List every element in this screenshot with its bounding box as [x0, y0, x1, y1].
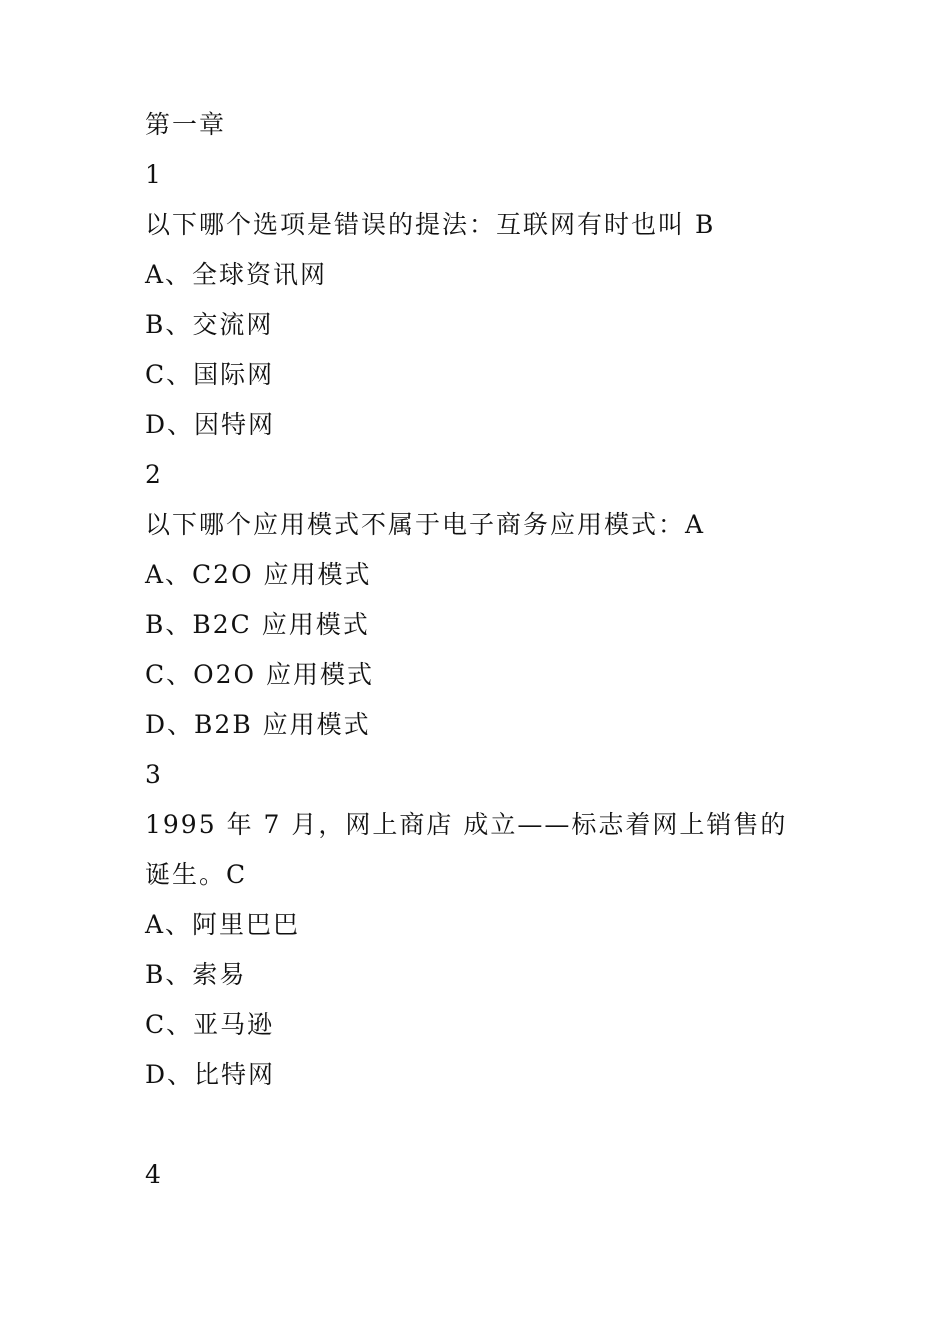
- question-stem: 以下哪个应用模式不属于电子商务应用模式：A: [145, 510, 706, 539]
- question-number: 2: [145, 460, 163, 489]
- question-stem: 以下哪个选项是错误的提法：互联网有时也叫 B: [145, 210, 716, 239]
- option-b: B、交流网: [145, 310, 274, 339]
- option-a: A、阿里巴巴: [145, 910, 301, 939]
- question-number: 1: [145, 160, 163, 189]
- option-d: D、因特网: [145, 410, 276, 439]
- option-d: D、B2B 应用模式: [145, 710, 371, 739]
- blank-line: [145, 1100, 825, 1150]
- option-b: B、索易: [145, 960, 247, 989]
- document-page: [145, 100, 825, 1200]
- option-c: C、O2O 应用模式: [145, 660, 374, 689]
- question-stem-line-1: 1995 年 7 月，网上商店 成立——标志着网上销售的: [145, 810, 788, 839]
- option-a: A、C2O 应用模式: [145, 560, 372, 589]
- option-c: C、国际网: [145, 360, 275, 389]
- chapter-title: 第一章: [145, 110, 227, 139]
- question-stem-line-2: 诞生。C: [145, 860, 248, 889]
- option-a: A、全球资讯网: [145, 260, 328, 289]
- option-c: C、亚马逊: [145, 1010, 275, 1039]
- option-d: D、比特网: [145, 1060, 276, 1089]
- option-b: B、B2C 应用模式: [145, 610, 370, 639]
- question-number: 4: [145, 1160, 163, 1189]
- question-number: 3: [145, 760, 163, 789]
